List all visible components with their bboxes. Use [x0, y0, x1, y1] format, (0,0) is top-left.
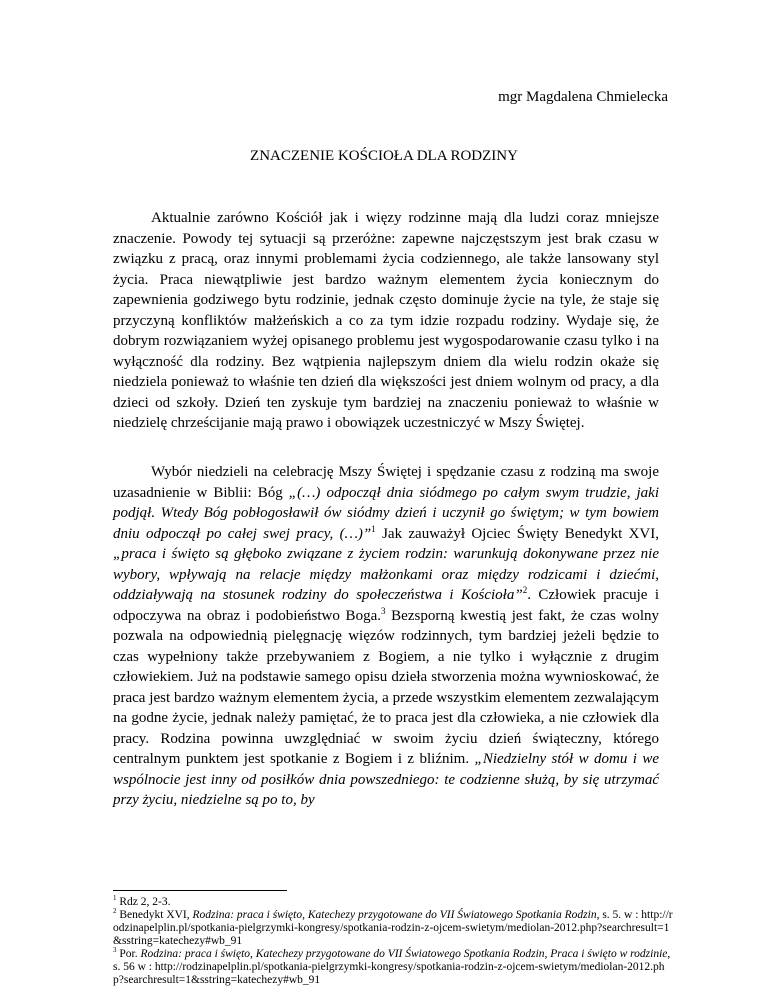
footnote-ref-1[interactable]: 1 — [371, 523, 376, 534]
footnote-ref-2[interactable]: 2 — [522, 585, 528, 595]
footnote-divider — [113, 890, 287, 891]
footnote-3 — [113, 948, 673, 987]
document-title: ZNACZENIE KOŚCIOŁA DLA RODZINY — [250, 148, 518, 164]
footnote-number: 3 — [113, 946, 117, 955]
benedict-quote: „praca i święto są głęboko związane z życiem rodzin: warunkują dokonywane przez nie wybory, wpływają na relacje między małżonkami oraz między rodzicami i dziećmi, oddziaływają na stosunek rodziny do społeczeństwa i Kościoła” — [113, 546, 659, 603]
footnote-title: Rodzina: praca i święto, Katechezy przygotowane do VII Światowego Spotkania Rodzin — [192, 909, 597, 921]
footnote-link[interactable]: , s. 56 w : http://rodzinapelplin.pl/spotkania-pielgrzymki-kongresy/spotkania-rodzin-z-ojcem-swietym/mediolan-2012.php?searchresult=1&sstring=katechezy#wb_91 — [113, 948, 671, 986]
paragraph-1 — [113, 208, 659, 434]
author-name: mgr Magdalena Chmielecka — [498, 89, 668, 105]
footnote-2 — [113, 909, 673, 948]
footnote-text: Rdz 2, 2-3. — [119, 896, 171, 908]
paragraph-2-text-4: Bezsporną kwestią jest fakt, że czas wolny pozwala na odpowiednią pielęgnację więzów rodzinnych, tym bardziej jeżeli będzie to czas wypełniony także przebywaniem z Bogiem, a nie tylko i wyłącznie z drugim człowiekiem. Już na podstawie samego opisu dzieła stworzenia można wywnioskować, że praca jest bardzo ważnym elementem życia, a przede wszystkim elementem zezwalającym na godne życie, jednak należy pamiętać, że to praca jest dla człowieka, a nie człowiek dla pracy. Rodzina powinna uwzględniać w swoim życiu dzień świąteczny, którego centralnym punktem jest spotkanie z Bogiem i z bliźnim. — [113, 607, 659, 767]
footnotes — [113, 896, 673, 987]
paragraph-2-text-2: Jak zauważył Ojciec Święty Benedykt XVI, — [375, 525, 659, 542]
footnote-ref-3[interactable]: 3 — [380, 605, 386, 616]
footnote-1 — [113, 896, 673, 909]
paragraph-2-text-3: . Człowiek pracuje i odpoczywa na obraz i podobieństwo Boga. — [113, 587, 659, 624]
footnote-number: 2 — [113, 907, 117, 916]
paragraph-2 — [113, 462, 659, 811]
footnote-text: Por. — [119, 948, 141, 960]
sunday-table-quote: „Niedzielny stół w domu i we wspólnocie jest inny od posiłków dnia powszedniego: te codzienne służą, by się utrzymać przy życiu, niedzielne są po to, by — [113, 751, 660, 808]
paragraph-2-text-1: Wybór niedzieli na celebrację Mszy Świętej i spędzanie czasu z rodziną ma swoje uzasadnienie w Biblii: Bóg — [113, 464, 659, 501]
paragraph-1-text: Aktualnie zarówno Kościół jak i więzy rodzinne mają dla ludzi coraz mniejsze znaczenie. Powody tej sytuacji są przeróżne: zapewne najczęstszym jest brak czasu w związku z pracą, oraz innymi problemami życia codziennego, ale także lansowany styl życia. Praca niewątpliwie jest bardzo ważnym elementem życia koniecznym do zapewnienia godziwego bytu rodzinie, jednak często dominuje życie na tyle, że staje się przyczyną konfliktów małżeńskich a co za tym idzie rozpadu rodziny. Wydaje się, że dobrym rozwiązaniem wyżej opisanego problemu jest wygospodarowanie czasu tylko i na wyłączność dla rodziny. Bez wątpienia najlepszym dniem dla wielu rodzin okaże się niedziela ponieważ to właśnie ten dzień dla większości jest dniem wolnym od pracy, a dla dzieci od szkoły. Dzień ten zyskuje tym bardziej na znaczeniu ponieważ to właśnie w niedzielę chrześcijanie mają prawo i obowiązek uczestniczyć w Mszy Świętej. — [113, 210, 659, 431]
footnote-number: 1 — [113, 894, 117, 903]
footnote-link[interactable]: , s. 5. w : http://rodzinapelplin.pl/spotkania-pielgrzymki-kongresy/spotkania-rodzin-z-ojcem-swietym/mediolan-2012.php?searchresult=1&sstring=katechezy#wb_91 — [113, 909, 673, 947]
bible-quote: „(…) odpoczął dnia siódmego po całym swym trudzie, jaki podjął. Wtedy Bóg pobłogosławił ów siódmy dzień i uczynił go świętym; w tym bowiem dniu odpoczął po całej swej pracy, (…)” — [113, 484, 660, 542]
footnote-text: Benedykt XVI, — [119, 909, 193, 921]
footnote-title: Rodzina: praca i święto, Katechezy przygotowane do VII Światowego Spotkania Rodzin, Praca i święto w rodzinie — [140, 948, 668, 960]
